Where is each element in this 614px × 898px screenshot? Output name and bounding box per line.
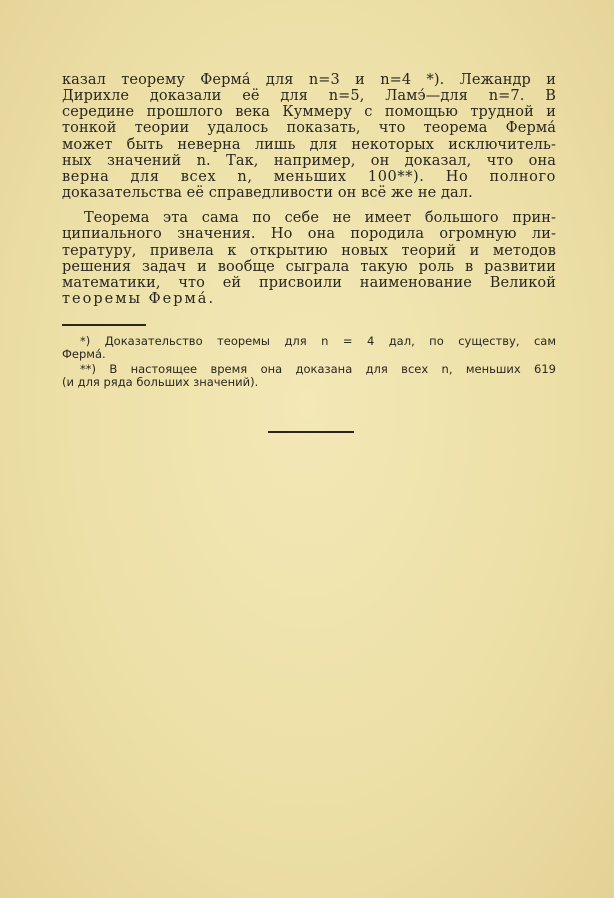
text-line: верна для всех n, меньших 100**). Но полного [62, 169, 556, 185]
footnote-line: Ферма́. [62, 347, 106, 361]
footnote-line: *) Доказательство теоремы для n = 4 дал, по существу, сам [80, 334, 556, 348]
text-line: доказательства её справедливости он всё же не дал. [62, 185, 473, 201]
text-line: решения задач и вообще сыграла такую роль в развитии [62, 259, 556, 275]
text-line: тературу, привела к открытию новых теорий и методов [62, 243, 556, 259]
text-line: ципиального значения. Но она породила огромную ли- [62, 226, 556, 242]
text-line: Дирихле доказали её для n=5, Ламэ́—для n=7. В [62, 88, 556, 104]
text-line: казал теорему Ферма́ для n=3 и n=4 *). Лежандр и [62, 72, 556, 88]
section-end-rule [268, 431, 354, 433]
text-line: математики, что ей присвоили наименование Великой [62, 275, 556, 291]
footnote-line: **) В настоящее время она доказана для всех n, меньших 619 [80, 362, 556, 376]
text-line: тонкой теории удалось показать, что теорема Ферма́ [62, 120, 556, 136]
text-line: теоремы Ферма́. [62, 291, 216, 307]
text-line: Теорема эта сама по себе не имеет большого прин- [84, 210, 556, 226]
text-line: середине прошлого века Куммеру с помощью трудной и [62, 104, 556, 120]
footnote-divider [62, 324, 146, 326]
text-line: ных значений n. Так, например, он доказал, что она [62, 153, 556, 169]
text-line: может быть неверна лишь для некоторых исключитель- [62, 137, 556, 153]
footnote-line: (и для ряда больших значений). [62, 375, 259, 389]
